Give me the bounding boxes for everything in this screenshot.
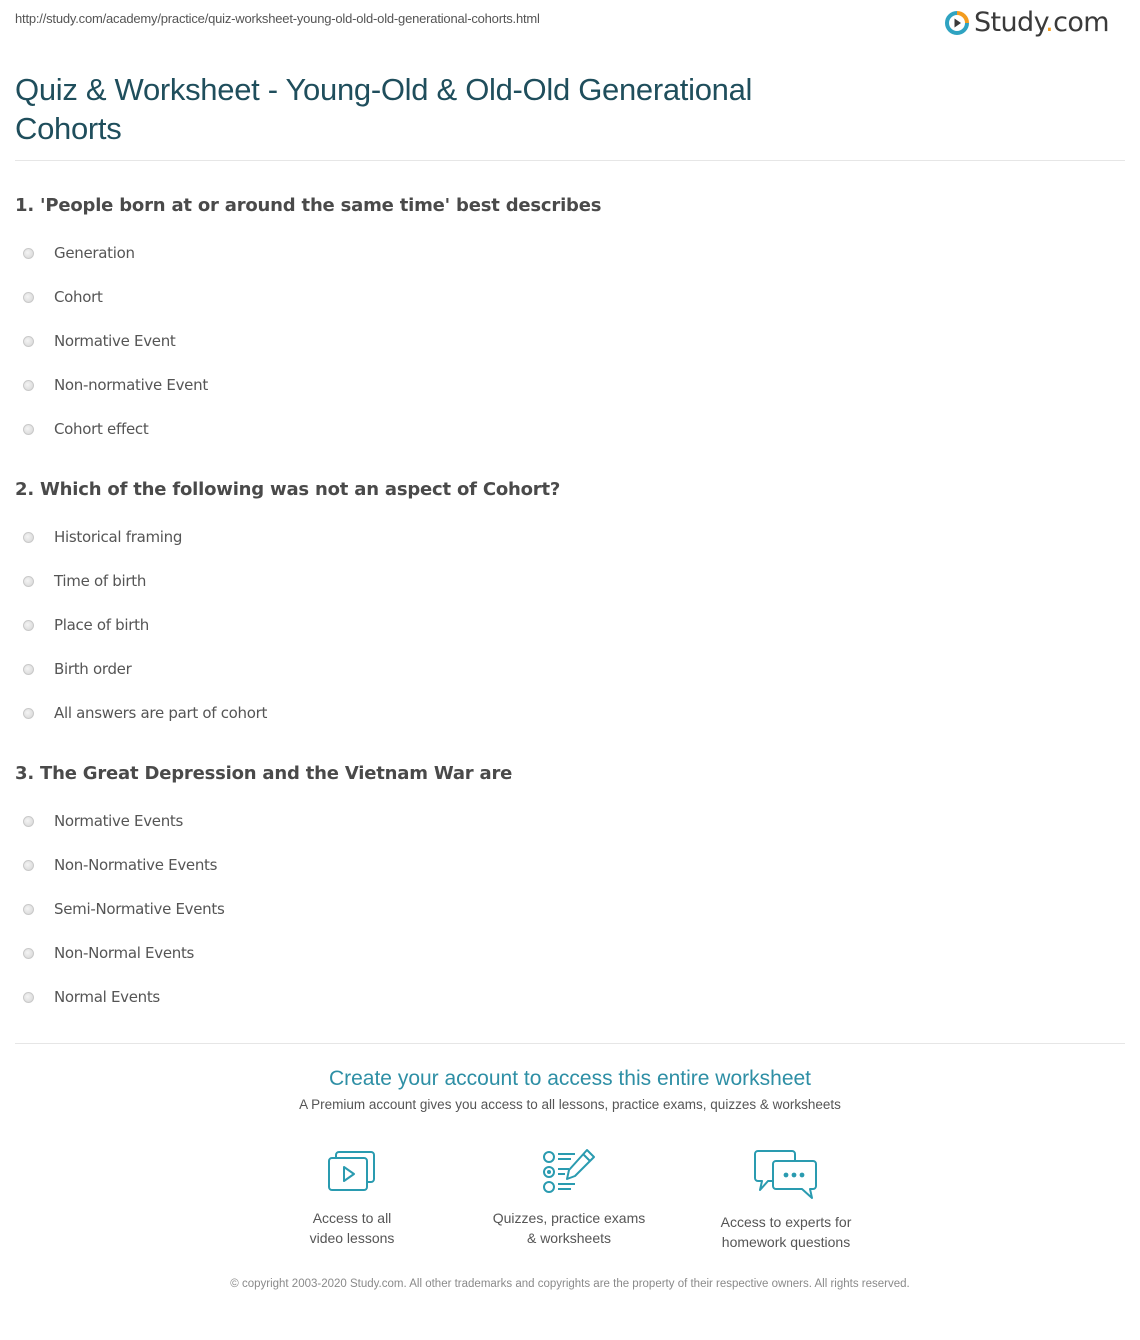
radio-button[interactable]: [23, 620, 34, 631]
option-label: Birth order: [54, 660, 132, 678]
radio-button[interactable]: [23, 948, 34, 959]
radio-button[interactable]: [23, 664, 34, 675]
answer-option[interactable]: [15, 231, 1115, 275]
answer-option[interactable]: [15, 843, 1115, 887]
feature-quizzes: [469, 1148, 669, 1248]
option-label: Semi-Normative Events: [54, 900, 225, 918]
title-divider: [15, 160, 1125, 161]
radio-button[interactable]: [23, 816, 34, 827]
radio-button[interactable]: [23, 576, 34, 587]
question-title: 2. Which of the following was not an aspect of Cohort?: [15, 479, 561, 500]
option-label: Time of birth: [54, 572, 147, 590]
answer-option[interactable]: [15, 363, 1115, 407]
answer-option[interactable]: [15, 799, 1115, 843]
radio-button[interactable]: [23, 248, 34, 259]
video-lessons-icon: [324, 1148, 380, 1196]
section-divider: [15, 1043, 1125, 1044]
answer-option[interactable]: [15, 559, 1115, 603]
quiz-checklist-icon: [541, 1148, 597, 1196]
feature-label: Access to experts for homework questions: [720, 1214, 852, 1250]
question-title: 3. The Great Depression and the Vietnam War are: [15, 763, 513, 784]
option-label: Non-Normal Events: [54, 944, 195, 962]
answer-option[interactable]: [15, 319, 1115, 363]
answer-option[interactable]: [15, 975, 1115, 1019]
radio-button[interactable]: [23, 380, 34, 391]
answer-option[interactable]: [15, 931, 1115, 975]
option-label: Non-normative Event: [54, 376, 208, 394]
cta-subtitle: A Premium account gives you access to all lessons, practice exams, quizzes & worksheets: [299, 1097, 841, 1112]
answer-option[interactable]: [15, 887, 1115, 931]
option-label: Cohort: [54, 288, 103, 306]
option-label: Generation: [54, 244, 135, 262]
feature-label: Access to all video lessons: [309, 1210, 395, 1246]
answer-option[interactable]: [15, 407, 1115, 451]
option-label: Normative Events: [54, 812, 184, 830]
copyright-footer: © copyright 2003-2020 Study.com. All other trademarks and copyrights are the property of their respective owners. All rights reserved.: [230, 1278, 910, 1290]
radio-button[interactable]: [23, 992, 34, 1003]
option-label: Place of birth: [54, 616, 149, 634]
study-logo[interactable]: [944, 8, 1109, 38]
page-url: http://study.com/academy/practice/quiz-worksheet-young-old-old-old-generational-cohorts.html: [15, 11, 540, 26]
logo-text: Study.com: [974, 7, 1109, 38]
option-label: Historical framing: [54, 528, 183, 546]
answer-option[interactable]: [15, 691, 1115, 735]
question-2: [15, 479, 1115, 735]
feature-experts: [686, 1148, 886, 1252]
radio-button[interactable]: [23, 708, 34, 719]
answer-option[interactable]: [15, 603, 1115, 647]
option-label: Normal Events: [54, 988, 160, 1006]
radio-button[interactable]: [23, 904, 34, 915]
question-3: [15, 763, 1115, 1019]
option-label: Cohort effect: [54, 420, 149, 438]
option-label: Non-Normative Events: [54, 856, 218, 874]
radio-button[interactable]: [23, 424, 34, 435]
option-label: Normative Event: [54, 332, 176, 350]
radio-button[interactable]: [23, 860, 34, 871]
answer-option[interactable]: [15, 515, 1115, 559]
play-circle-icon: [944, 10, 970, 36]
question-1: [15, 195, 1115, 451]
cta-title-link[interactable]: Create your account to access this entire worksheet: [328, 1067, 812, 1090]
feature-label: Quizzes, practice exams & worksheets: [492, 1210, 646, 1246]
radio-button[interactable]: [23, 532, 34, 543]
option-label: All answers are part of cohort: [54, 704, 268, 722]
feature-video-lessons: [252, 1148, 452, 1248]
page-title: Quiz & Worksheet - Young-Old & Old-Old Generational Cohorts: [15, 72, 753, 146]
answer-option[interactable]: [15, 647, 1115, 691]
answer-option[interactable]: [15, 275, 1115, 319]
signup-cta: [0, 1066, 1140, 1112]
chat-bubbles-icon: [754, 1148, 818, 1200]
question-title: 1. 'People born at or around the same time' best describes: [15, 195, 602, 216]
radio-button[interactable]: [23, 292, 34, 303]
radio-button[interactable]: [23, 336, 34, 347]
